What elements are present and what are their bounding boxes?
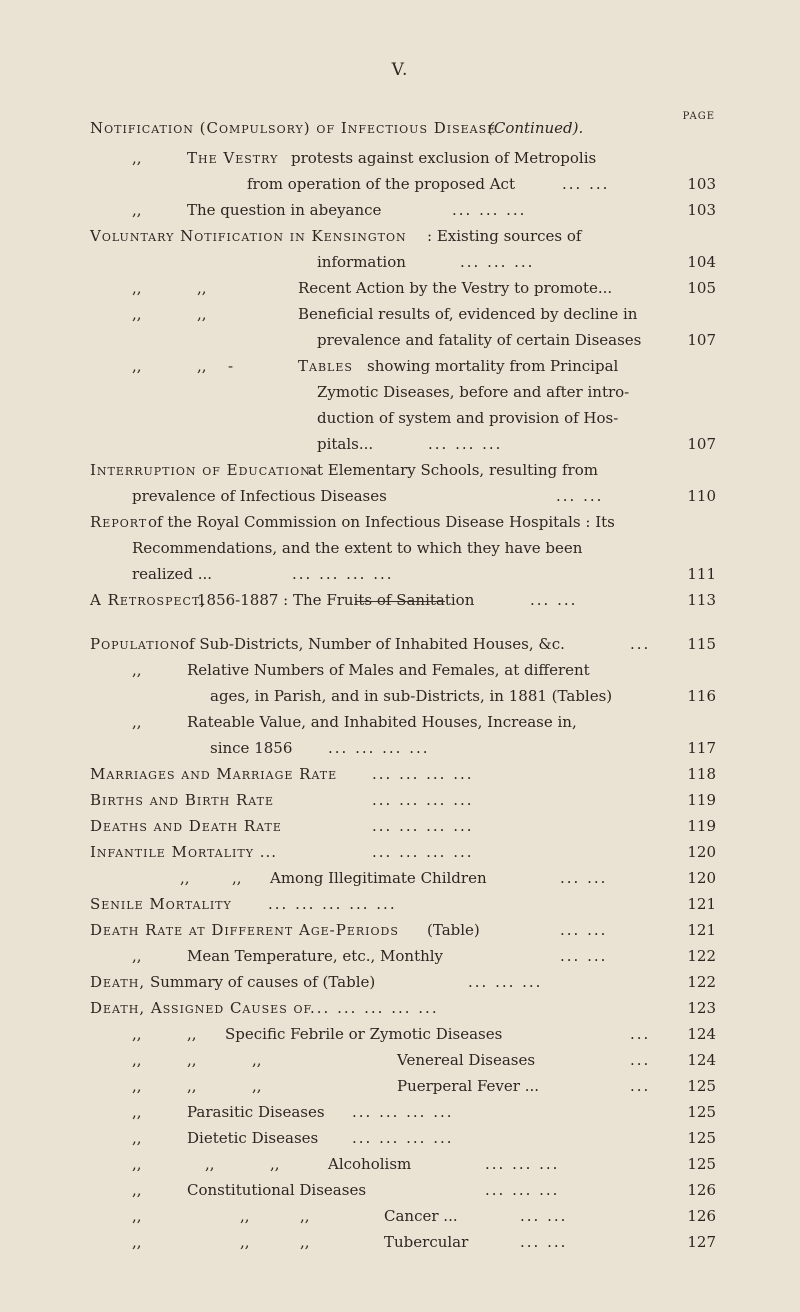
toc-entry (0, 354, 800, 378)
page-ref: 105 (687, 279, 716, 297)
leader-dots: ... ... ... ... (372, 791, 474, 809)
page-ref: 125 (687, 1155, 716, 1173)
ditto-mark: ,, (132, 279, 142, 297)
entry-text: Venereal Diseases (397, 1051, 536, 1069)
toc-entry (0, 944, 800, 968)
ditto-mark: ,, (132, 1155, 142, 1173)
ditto-mark: ,, (187, 1077, 197, 1095)
ditto-mark: ,, (187, 1051, 197, 1069)
page-ref: 125 (687, 1077, 716, 1095)
ditto-mark: ,, (132, 713, 142, 731)
leader-dots: ... ... (520, 1233, 568, 1251)
page-ref: 125 (687, 1129, 716, 1147)
leader-dots: ... ... ... (468, 973, 543, 991)
toc-entry (0, 198, 800, 222)
page-ref: 126 (687, 1207, 716, 1225)
entry-text: Tubercular (384, 1233, 469, 1251)
entry-text: Recent Action by the Vestry to promote... (298, 279, 613, 297)
toc-entry (0, 406, 800, 430)
ditto-mark: ,, (197, 279, 207, 297)
toc-entry (0, 224, 800, 248)
ditto-mark: ,, (300, 1207, 310, 1225)
ditto-mark: ,, (240, 1207, 250, 1225)
entry-text: Specific Febrile or Zymotic Diseases (225, 1025, 503, 1043)
entry-title-sc: Births and Birth Rate (90, 791, 275, 809)
toc-entry (0, 762, 800, 786)
toc-entry (0, 632, 800, 656)
toc-entry (0, 588, 800, 612)
toc-entry (0, 250, 800, 274)
toc-entry (0, 1126, 800, 1150)
entry-text: Beneficial results of, evidenced by decline in (298, 305, 638, 323)
leader-dots: ... ... ... ... (352, 1129, 454, 1147)
entry-text: duction of system and provision of Hos- (317, 409, 619, 427)
entry-text: Relative Numbers of Males and Females, at different (187, 661, 590, 679)
leader-dots: ... ... ... ... (292, 565, 394, 583)
page-ref: 120 (687, 843, 716, 861)
entry-text: information (317, 253, 406, 271)
ditto-mark: ,, (197, 357, 207, 375)
leader-dots: ... ... ... (452, 201, 527, 219)
ditto-mark: ,, (132, 1103, 142, 1121)
ditto-mark: ,, (132, 1129, 142, 1147)
leader-dots: ... ... (560, 921, 608, 939)
entry-title-sc: Death, Assigned Causes of (90, 999, 313, 1017)
page-ref: 103 (687, 201, 716, 219)
leader-dots: ... ... ... ... (372, 817, 474, 835)
leader-dots: ... ... ... (428, 435, 503, 453)
entry-text: showing mortality from Principal (367, 357, 619, 375)
entry-text: : Existing sources of (427, 227, 582, 245)
leader-dots: ... ... (562, 175, 610, 193)
leader-dots: ... ... (556, 487, 604, 505)
toc-entry (0, 684, 800, 708)
ditto-mark: ,, (132, 1025, 142, 1043)
page-ref: 110 (687, 487, 716, 505)
page-ref: 118 (687, 765, 716, 783)
entry-text: Among Illegitimate Children (270, 869, 487, 887)
ditto-mark: ,, (132, 947, 142, 965)
entry-text: (Table) (427, 921, 480, 939)
toc-entry (0, 172, 800, 196)
toc-entry (0, 302, 800, 326)
entry-title-sc: Infantile Mortality ... (90, 843, 278, 861)
ditto-mark: ,, (205, 1155, 215, 1173)
ditto-mark: ,, (132, 1207, 142, 1225)
entry-title-sc: Deaths and Death Rate (90, 817, 282, 835)
page-ref: 116 (687, 687, 716, 705)
toc-entry (0, 276, 800, 300)
ditto-mark: ,, (240, 1233, 250, 1251)
leader-dots: ... (630, 1051, 651, 1069)
page-ref: 124 (687, 1025, 716, 1043)
entry-text: Summary of causes of (Table) (150, 973, 376, 991)
leader-dots: ... ... ... (485, 1155, 560, 1173)
toc-entry (0, 970, 800, 994)
entry-title-sc: Tables (298, 357, 353, 375)
toc-entry (0, 380, 800, 404)
entry-text: ages, in Parish, and in sub-Districts, in 1881 (Tables) (210, 687, 613, 705)
toc-entry (0, 1022, 800, 1046)
section-heading-notification (0, 116, 800, 140)
ditto-mark: ,, (132, 305, 142, 323)
entry-text: from operation of the proposed Act (247, 175, 515, 193)
entry-text: Constitutional Diseases (187, 1181, 367, 1199)
toc-entry (0, 328, 800, 352)
leader-dots: ... ... ... (460, 253, 535, 271)
ditto-mark: ,, (197, 305, 207, 323)
toc-entry (0, 1204, 800, 1228)
toc-entry (0, 866, 800, 890)
entry-title-sc: The Vestry (187, 149, 279, 167)
page-ref: 117 (687, 739, 716, 757)
leader-dots: ... ... ... ... (352, 1103, 454, 1121)
entry-title-sc: A Retrospect, (90, 591, 207, 609)
page-ref: 107 (687, 331, 716, 349)
entry-text: of the Royal Commission on Infectious Disease Hospitals : Its (148, 513, 615, 531)
entry-text: The question in abeyance (187, 201, 382, 219)
toc-entry (0, 918, 800, 942)
page-ref: 119 (687, 817, 716, 835)
leader-dots: ... ... ... ... ... (268, 895, 397, 913)
entry-text: Dietetic Diseases (187, 1129, 319, 1147)
page-ref: 111 (687, 565, 716, 583)
page-ref: 123 (687, 999, 716, 1017)
page-ref: 104 (687, 253, 716, 271)
toc-entry (0, 458, 800, 482)
page-ref: 113 (687, 591, 716, 609)
entry-text: Cancer ... (384, 1207, 458, 1225)
entry-title-sc: Senile Mortality (90, 895, 232, 913)
entry-text: of Sub-Districts, Number of Inhabited Houses, &c. (180, 635, 565, 653)
page-ref: 120 (687, 869, 716, 887)
page-ref: 124 (687, 1051, 716, 1069)
ditto-mark: ,, (132, 201, 142, 219)
ditto-mark: ,, (252, 1051, 262, 1069)
entry-title-sc: Voluntary Notification in Kensington (90, 227, 407, 245)
entry-title-sc: Death Rate at Different Age-Periods (90, 921, 399, 939)
leader-dots: ... (630, 1077, 651, 1095)
ditto-mark: ,, (132, 1181, 142, 1199)
page-number: V. (391, 60, 409, 80)
toc-entry (0, 1178, 800, 1202)
heading-continued: (Continued). (488, 119, 584, 137)
section-divider (355, 601, 445, 602)
leader-dots: ... ... (520, 1207, 568, 1225)
entry-text: Parasitic Diseases (187, 1103, 325, 1121)
toc-entry (0, 562, 800, 586)
toc-entry (0, 146, 800, 170)
page-ref: 122 (687, 947, 716, 965)
entry-text: 1856-1887 : The Fruits of Sanitation (197, 591, 475, 609)
toc-entry (0, 432, 800, 456)
entry-text: at Elementary Schools, resulting from (308, 461, 598, 479)
page-ref: 127 (687, 1233, 716, 1251)
toc-entry (0, 996, 800, 1020)
entry-title-sc: Death, (90, 973, 146, 991)
ditto-mark: ,, (132, 1233, 142, 1251)
toc-entry (0, 536, 800, 560)
dash-mark: - (228, 357, 234, 375)
toc-entry (0, 1230, 800, 1254)
ditto-mark: ,, (180, 869, 190, 887)
toc-entry (0, 814, 800, 838)
ditto-mark: ,, (132, 1051, 142, 1069)
page-ref: 122 (687, 973, 716, 991)
toc-entry (0, 1074, 800, 1098)
page-ref: 119 (687, 791, 716, 809)
ditto-mark: ,, (132, 357, 142, 375)
page-ref: 121 (687, 921, 716, 939)
ditto-mark: ,, (132, 149, 142, 167)
page-ref: 115 (687, 635, 716, 653)
entry-title-sc: Marriages and Marriage Rate (90, 765, 338, 783)
entry-text: Recommendations, and the extent to which they have been (132, 539, 583, 557)
toc-entry (0, 1100, 800, 1124)
heading-text: Notification (Compulsory) of Infectious Disease (90, 119, 497, 137)
page-column-header: PAGE (682, 111, 715, 122)
ditto-mark: ,, (132, 1077, 142, 1095)
toc-entry (0, 1152, 800, 1176)
toc-entry (0, 1048, 800, 1072)
toc-entry (0, 510, 800, 534)
toc-entry (0, 736, 800, 760)
entry-text: realized ... (132, 565, 213, 583)
entry-text: prevalence and fatality of certain Diseases (317, 331, 642, 349)
ditto-mark: ,, (187, 1025, 197, 1043)
entry-title-sc: Report (90, 513, 148, 531)
leader-dots: ... ... (560, 869, 608, 887)
entry-text: Rateable Value, and Inhabited Houses, Increase in, (187, 713, 577, 731)
ditto-mark: ,, (300, 1233, 310, 1251)
ditto-mark: ,, (270, 1155, 280, 1173)
entry-title-sc: Population (90, 635, 181, 653)
leader-dots: ... (630, 1025, 651, 1043)
toc-entry (0, 788, 800, 812)
entry-text: protests against exclusion of Metropolis (291, 149, 597, 167)
leader-dots: ... ... (560, 947, 608, 965)
entry-text: Zymotic Diseases, before and after intro- (317, 383, 630, 401)
leader-dots: ... ... ... ... (372, 765, 474, 783)
ditto-mark: ,, (252, 1077, 262, 1095)
toc-entry (0, 892, 800, 916)
toc-entry (0, 658, 800, 682)
toc-entry (0, 840, 800, 864)
toc-entry (0, 484, 800, 508)
entry-text: prevalence of Infectious Diseases (132, 487, 387, 505)
page-ref: 103 (687, 175, 716, 193)
entry-text: pitals... (317, 435, 374, 453)
leader-dots: ... ... ... ... (328, 739, 430, 757)
leader-dots: ... ... ... (485, 1181, 560, 1199)
ditto-mark: ,, (232, 869, 242, 887)
entry-text: Mean Temperature, etc., Monthly (187, 947, 444, 965)
page-ref: 121 (687, 895, 716, 913)
ditto-mark: ,, (132, 661, 142, 679)
leader-dots: ... ... ... ... (372, 843, 474, 861)
entry-text: Alcoholism (328, 1155, 412, 1173)
entry-title-sc: Interruption of Education (90, 461, 311, 479)
entry-text: since 1856 (210, 739, 293, 757)
leader-dots: ... ... (530, 591, 578, 609)
page-ref: 107 (687, 435, 716, 453)
leader-dots: ... ... ... ... ... (310, 999, 439, 1017)
toc-entry (0, 710, 800, 734)
entry-text: Puerperal Fever ... (397, 1077, 540, 1095)
page-ref: 125 (687, 1103, 716, 1121)
page-ref: 126 (687, 1181, 716, 1199)
leader-dots: ... (630, 635, 651, 653)
